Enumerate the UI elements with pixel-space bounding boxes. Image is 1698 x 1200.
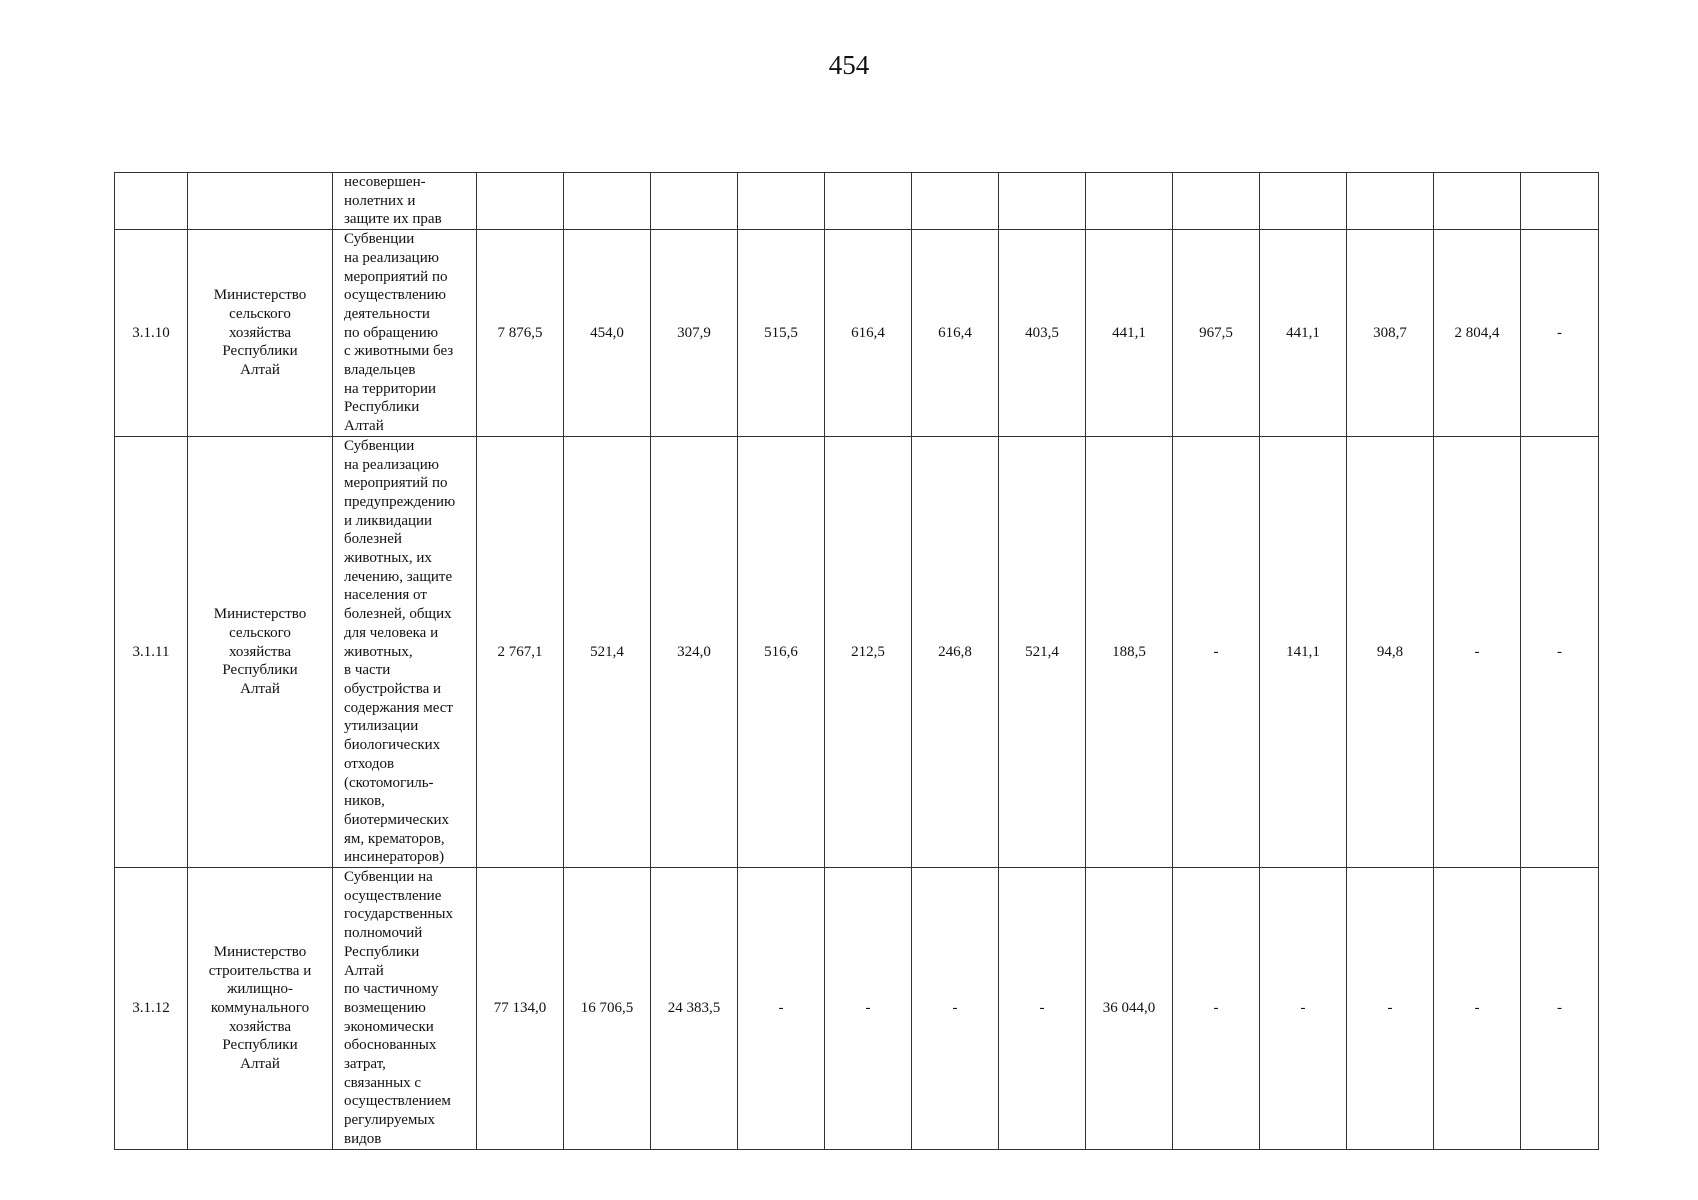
- value-cell: 7 876,5: [477, 230, 564, 437]
- value-cell: -: [1173, 436, 1260, 867]
- value-cell: 516,6: [738, 436, 825, 867]
- value-cell: 324,0: [651, 436, 738, 867]
- description-cell: Субвенции на реализацию мероприятий по предупреждению и ликвидации болезней животных, их лечению, защите населения от болезней, общих для человека и животных, в части обустройства и содержания мест утилизации биологических отходов (скотомогиль- ников, биотермических ям, крематоров, инсинераторов): [333, 436, 477, 867]
- description-cell: несовершен- нолетних и защите их прав: [333, 173, 477, 230]
- value-cell: -: [1173, 868, 1260, 1150]
- value-cell: 212,5: [825, 436, 912, 867]
- value-cell: [1521, 173, 1599, 230]
- value-cell: -: [999, 868, 1086, 1150]
- value-cell: -: [1347, 868, 1434, 1150]
- value-cell: 188,5: [1086, 436, 1173, 867]
- value-cell: -: [1521, 436, 1599, 867]
- value-cell: -: [825, 868, 912, 1150]
- page-number: 454: [828, 50, 870, 80]
- value-cell: 2 767,1: [477, 436, 564, 867]
- value-cell: 441,1: [1086, 230, 1173, 437]
- value-cell: -: [912, 868, 999, 1150]
- value-cell: -: [1260, 868, 1347, 1150]
- value-cell: 94,8: [1347, 436, 1434, 867]
- value-cell: 16 706,5: [564, 868, 651, 1150]
- value-cell: 521,4: [564, 436, 651, 867]
- value-cell: [738, 173, 825, 230]
- value-cell: -: [1434, 868, 1521, 1150]
- value-cell: 246,8: [912, 436, 999, 867]
- value-cell: [825, 173, 912, 230]
- value-cell: 307,9: [651, 230, 738, 437]
- value-cell: 616,4: [912, 230, 999, 437]
- description-cell: Субвенции на реализацию мероприятий по осуществлению деятельности по обращению с животными без владельцев на территории Республики Алтай: [333, 230, 477, 437]
- value-cell: 441,1: [1260, 230, 1347, 437]
- organization-cell: Министерство строительства и жилищно- коммунального хозяйства Республики Алтай: [188, 868, 333, 1150]
- value-cell: 308,7: [1347, 230, 1434, 437]
- value-cell: -: [1434, 436, 1521, 867]
- value-cell: -: [1521, 230, 1599, 437]
- value-cell: [477, 173, 564, 230]
- value-cell: [1260, 173, 1347, 230]
- value-cell: 24 383,5: [651, 868, 738, 1150]
- table-row: [115, 868, 1599, 1150]
- value-cell: 521,4: [999, 436, 1086, 867]
- value-cell: [999, 173, 1086, 230]
- value-cell: 454,0: [564, 230, 651, 437]
- value-cell: [651, 173, 738, 230]
- value-cell: 515,5: [738, 230, 825, 437]
- organization-cell: Министерство сельского хозяйства Республики Алтай: [188, 230, 333, 437]
- value-cell: 2 804,4: [1434, 230, 1521, 437]
- row-code-cell: [115, 173, 188, 230]
- organization-cell: [188, 173, 333, 230]
- row-code-cell: 3.1.10: [115, 230, 188, 437]
- value-cell: -: [1521, 868, 1599, 1150]
- value-cell: [1086, 173, 1173, 230]
- table-row: [115, 436, 1599, 867]
- value-cell: -: [738, 868, 825, 1150]
- row-code-cell: 3.1.11: [115, 436, 188, 867]
- value-cell: [1347, 173, 1434, 230]
- row-code-cell: 3.1.12: [115, 868, 188, 1150]
- value-cell: [912, 173, 999, 230]
- value-cell: 616,4: [825, 230, 912, 437]
- description-cell: Субвенции на осуществление государственных полномочий Республики Алтай по частичному возмещению экономически обоснованных затрат, связанных с осуществлением регулируемых видов: [333, 868, 477, 1150]
- budget-table: [114, 172, 1599, 1150]
- value-cell: 36 044,0: [1086, 868, 1173, 1150]
- value-cell: 77 134,0: [477, 868, 564, 1150]
- value-cell: 403,5: [999, 230, 1086, 437]
- value-cell: [1173, 173, 1260, 230]
- table-row: [115, 173, 1599, 230]
- value-cell: [1434, 173, 1521, 230]
- table-body: [115, 173, 1599, 1150]
- value-cell: 967,5: [1173, 230, 1260, 437]
- table-row: [115, 230, 1599, 437]
- value-cell: 141,1: [1260, 436, 1347, 867]
- value-cell: [564, 173, 651, 230]
- organization-cell: Министерство сельского хозяйства Республики Алтай: [188, 436, 333, 867]
